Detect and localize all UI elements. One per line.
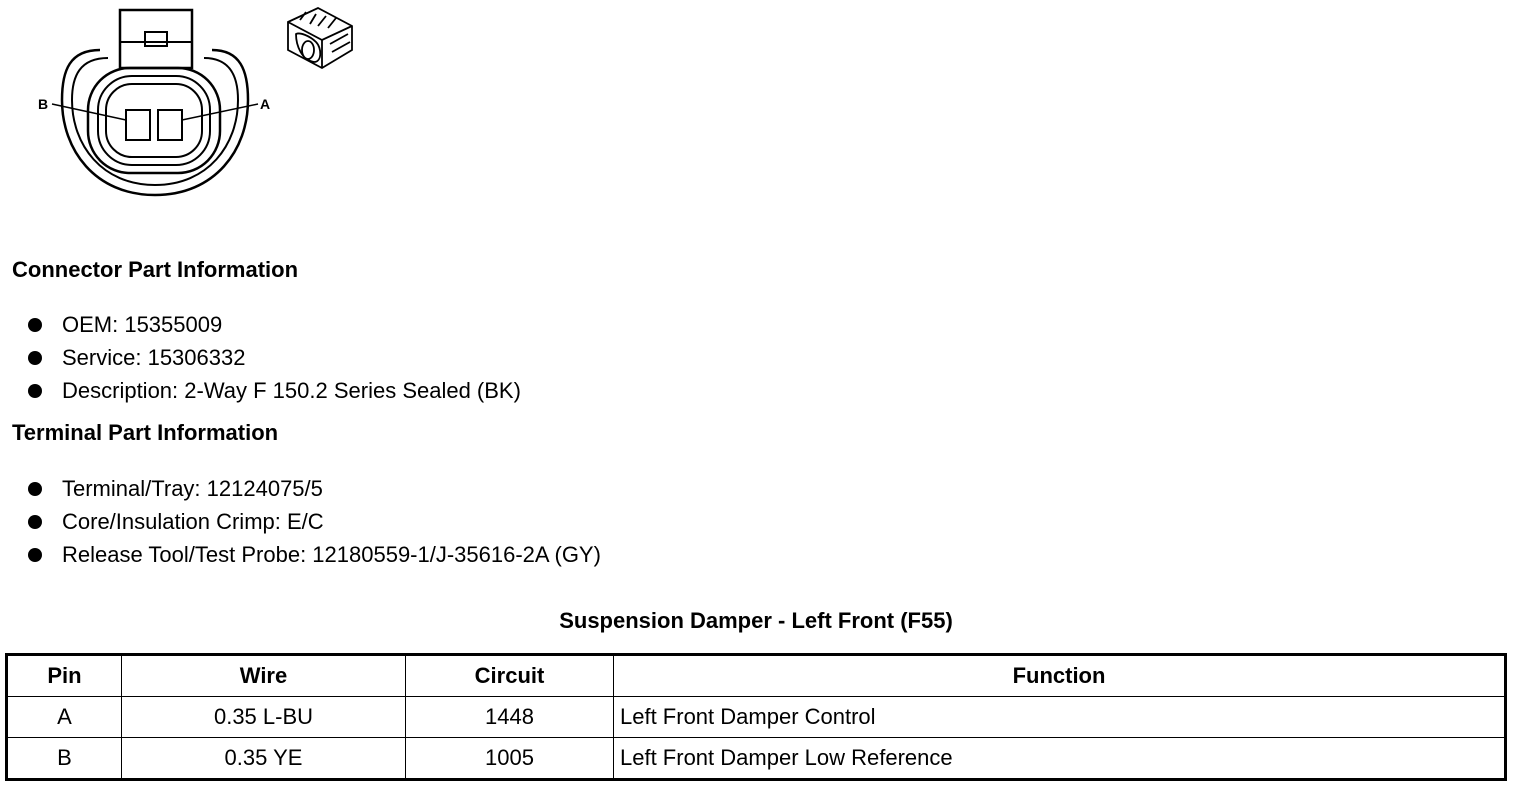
bullet-icon bbox=[28, 548, 42, 562]
bullet-icon bbox=[28, 351, 42, 365]
pin-table bbox=[5, 653, 1507, 781]
header-pin: Pin bbox=[7, 655, 122, 697]
header-function: Function bbox=[614, 655, 1506, 697]
connector-diagram bbox=[0, 0, 400, 215]
terminal-release-tool: Release Tool/Test Probe: 12180559-1/J-35616-2A (GY) bbox=[62, 542, 601, 567]
table-row bbox=[7, 738, 1506, 780]
terminal-tray: Terminal/Tray: 12124075/5 bbox=[62, 476, 323, 501]
cell-wire: 0.35 YE bbox=[122, 738, 406, 780]
connector-part-heading: Connector Part Information bbox=[12, 257, 299, 282]
bullet-icon bbox=[28, 482, 42, 496]
connector-service: Service: 15306332 bbox=[62, 345, 246, 370]
header-wire: Wire bbox=[122, 655, 406, 697]
terminal-crimp: Core/Insulation Crimp: E/C bbox=[62, 509, 324, 534]
connector-oem: OEM: 15355009 bbox=[62, 312, 223, 337]
header-circuit: Circuit bbox=[406, 655, 614, 697]
connector-description: Description: 2-Way F 150.2 Series Sealed (BK) bbox=[62, 378, 521, 403]
table-row bbox=[7, 697, 1506, 738]
table-title: Suspension Damper - Left Front (F55) bbox=[559, 608, 953, 633]
cell-circuit: 1448 bbox=[406, 697, 614, 738]
terminal-part-list bbox=[28, 472, 601, 571]
list-item bbox=[28, 341, 521, 374]
list-item bbox=[28, 374, 521, 407]
terminal-part-heading: Terminal Part Information bbox=[12, 420, 279, 445]
list-item bbox=[28, 538, 601, 571]
bullet-icon bbox=[28, 515, 42, 529]
cell-circuit: 1005 bbox=[406, 738, 614, 780]
list-item bbox=[28, 472, 601, 505]
list-item bbox=[28, 308, 521, 341]
cell-function: Left Front Damper Low Reference bbox=[614, 738, 1506, 780]
connector-part-list bbox=[28, 308, 521, 407]
list-item bbox=[28, 505, 601, 538]
table-header-row bbox=[7, 655, 1506, 697]
cell-pin: A bbox=[7, 697, 122, 738]
cell-function: Left Front Damper Control bbox=[614, 697, 1506, 738]
cell-pin: B bbox=[7, 738, 122, 780]
bullet-icon bbox=[28, 318, 42, 332]
connector-thumbnail bbox=[288, 8, 352, 68]
bullet-icon bbox=[28, 384, 42, 398]
pin-b-label: B bbox=[38, 96, 49, 112]
cell-wire: 0.35 L-BU bbox=[122, 697, 406, 738]
pin-a-label: A bbox=[260, 96, 271, 112]
